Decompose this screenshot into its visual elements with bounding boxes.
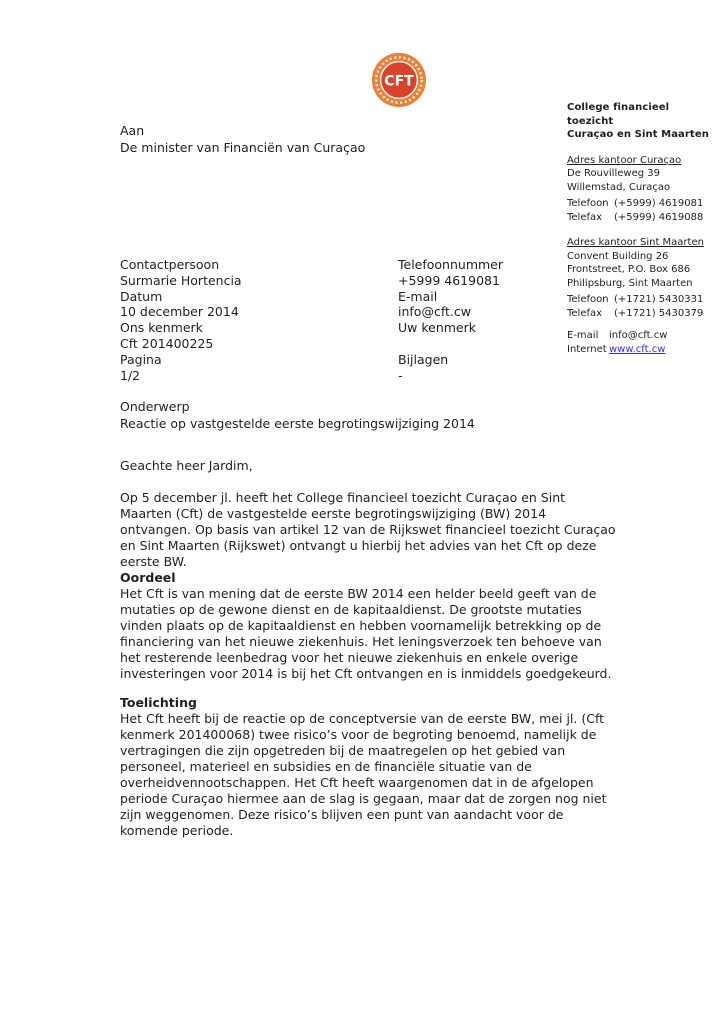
phone-label: Telefoonnummer [398,257,504,272]
letterhead-email-label: E-mail [567,330,599,341]
salutation: Geachte heer Jardim, [120,458,253,473]
date-label: Datum [120,288,163,304]
org-name-line2: Curaçao en Sint Maarten [567,129,709,140]
page-value: 1/2 [120,367,141,383]
section-toelichting-heading: Toelichting [120,695,197,710]
attachments-label: Bijlagen [398,351,449,367]
attachments-value: - [398,367,403,383]
page-label: Pagina [120,351,162,367]
sintmaarten-fax-value: (+1721) 5430379 [614,307,704,319]
sintmaarten-address-line3: Philipsburg, Sint Maarten [567,277,693,289]
section-toelichting-text: Het Cft heeft bij de reactie op de conceptversie van de eerste BW, mei jl. (Cft kenmerk 201400068) twee risico’s voor de begroting benoemd, namelijk de vertragingen die zijn opgetreden bij de maatregelen op het gebied van personeel, materieel en subsidies en de financiële situatie van de overheidvennootschappen. Het Cft heeft waargenomen dat in de afgelopen periode Curaçao hiermee aan de slag is gegaan, maar dat de zorgen nog niet zijn weggenomen. Deze risico’s blijven een punt van aandacht voor de komende periode. [120,711,607,838]
letterhead-internet-label: Internet [567,343,607,355]
addressee-block [120,123,365,156]
curacao-address-line1: De Rouvilleweg 39 [567,168,660,179]
section-oordeel-text: Het Cft is van mening dat de eerste BW 2014 een helder beeld geeft van de mutaties op de gewone dienst en de kapitaaldienst. De grootste mutaties vinden plaats op de kapitaaldienst en hebben voornamelijk betrekking op de financiering van het nieuwe ziekenhuis. Het leningsverzoek ten behoeve van het resterende leenbedrag voor het nieuwe ziekenhuis en enkele overige investeringen voor 2014 is bij het Cft ontvangen en is inmiddels goedgekeurd. [120,586,612,681]
curacao-office-heading: Adres kantoor Curaçao [567,154,682,166]
email-label: E-mail [398,288,438,304]
letterhead-email-value: info@cft.cw [609,330,668,341]
sintmaarten-fax-label: Telefax [567,307,603,319]
date-value: 10 december 2014 [120,304,239,320]
sintmaarten-address-line2: Frontstreet, P.O. Box 686 [567,264,691,275]
to-label: Aan [120,123,145,138]
our-ref-value: Cft 201400225 [120,335,214,351]
website-link[interactable]: www.cft.cw [609,343,666,355]
meta-column-right [398,257,503,383]
your-ref-label: Uw kenmerk [398,320,476,336]
letterhead-internet-row [567,343,719,357]
curacao-fax-value: (+5999) 4619088 [614,211,704,223]
sintmaarten-phone-row [567,293,719,307]
sintmaarten-phone-value: (+1721) 5430331 [614,294,704,305]
meta-column-left [120,257,242,383]
section-oordeel [120,570,622,682]
contact-label: Contactpersoon [120,257,220,272]
recipient-name: De minister van Financiën van Curaçao [120,139,366,155]
curacao-phone-value: (+5999) 4619081 [614,198,704,209]
cft-logo [370,51,428,109]
sintmaarten-office-heading: Adres kantoor Sint Maarten [567,237,704,248]
sintmaarten-phone-label: Telefoon [567,294,609,305]
phone-value: +5999 4619081 [398,272,500,288]
sintmaarten-fax-row [567,307,719,321]
subject-text: Reactie op vastgestelde eerste begrotingswijziging 2014 [120,415,475,431]
curacao-address-line2: Willemstad, Curaçao [567,181,671,193]
email-value: info@cft.cw [398,304,471,320]
curacao-fax-row [567,211,719,225]
subject-block [120,399,475,432]
your-ref-value [398,336,503,352]
letterhead-column [567,101,719,356]
contact-value: Surmarie Hortencia [120,272,242,288]
sintmaarten-office-block [567,236,719,320]
curacao-phone-label: Telefoon [567,198,609,209]
section-toelichting [120,695,622,839]
org-name-line1: College financieel toezicht [567,102,670,127]
sintmaarten-address-line1: Convent Building 26 [567,250,669,262]
logo-text: CFT [384,73,414,90]
curacao-phone-row [567,197,719,211]
letterhead-email-row [567,329,719,343]
subject-label: Onderwerp [120,399,190,414]
intro-paragraph: Op 5 december jl. heeft het College financieel toezicht Curaçao en Sint Maarten (Cft) de vastgestelde eerste begrotingswijziging (BW) 2014 ontvangen. Op basis van artikel 12 van de Rijkswet financieel toezicht Curaçao en Sint Maarten (Rijkswet) ontvangt u hierbij het advies van het Cft op deze eerste BW. [120,490,616,569]
curacao-fax-label: Telefax [567,211,603,223]
cft-seal-icon [370,51,428,109]
section-oordeel-heading: Oordeel [120,570,176,585]
curacao-office-block [567,154,719,225]
our-ref-label: Ons kenmerk [120,320,203,336]
